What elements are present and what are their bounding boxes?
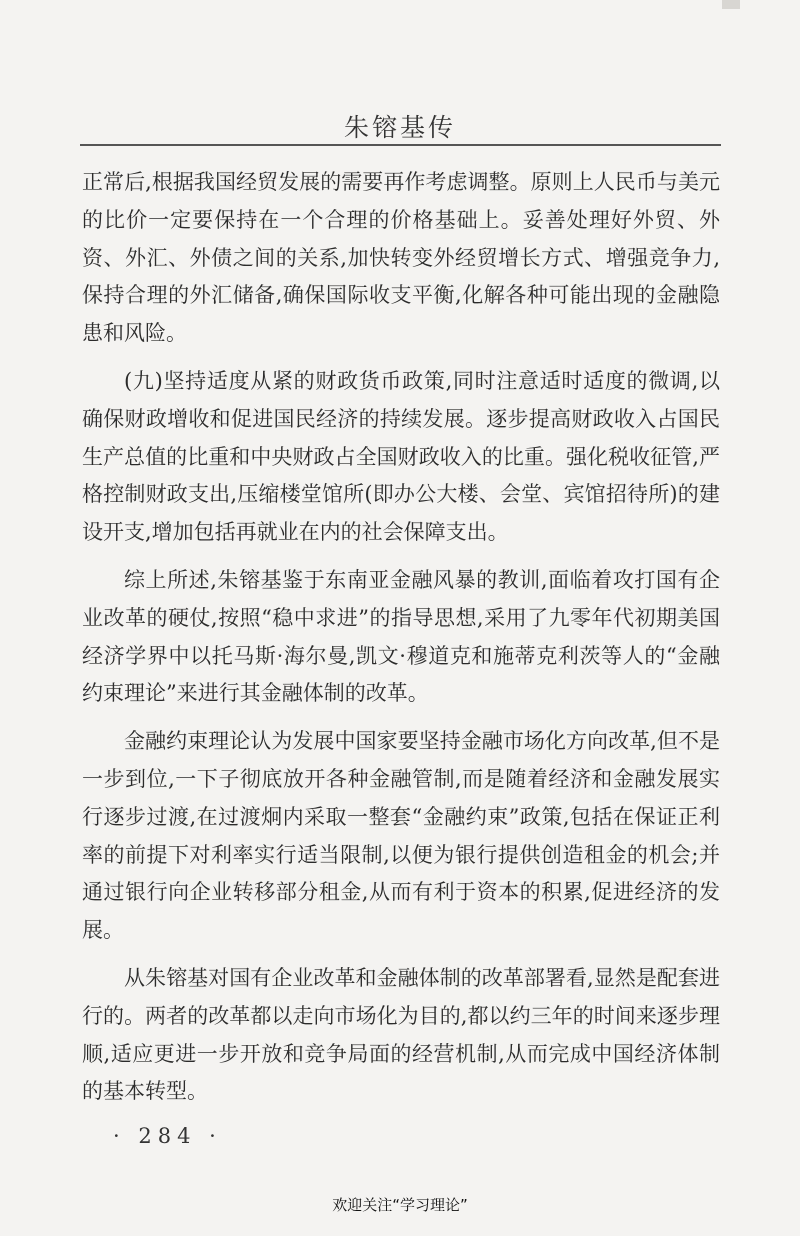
paragraph: 从朱镕基对国有企业改革和金融体制的改革部署看,显然是配套进行的。两者的改革都以走向市场化为目的,都以约三年的时间来逐步理顺,适应更进一步开放和竞争局面的经营机制,从而完成中国经济体制的基本转型。: [82, 965, 720, 1104]
paragraph: 金融约束理论认为发展中国家要坚持金融市场化方向改革,但不是一步到位,一下子彻底放开各种金融管制,而是随着经济和金融发展实行逐步过渡,在过渡炯内采取一整套“金融约束”政策,包括在保证正利率的前提下对利率实行适当限制,以便为银行提供创造租金的机会;并通过银行向企业转移部分租金,从而有利于资本的积累,促进经济的发展。: [82, 729, 720, 943]
paragraph: (九)坚持适度从紧的财政货币政策,同时注意适时适度的微调,以确保财政增收和促进国民经济的持续发展。逐步提高财政收入占国民生产总值的比重和中央财政占全国财政收入的比重。强化税收征管,严格控制财政支出,压缩楼堂馆所(即办公大楼、会堂、宾馆招待所)的建设开支,增加包括再就业在内的社会保障支出。: [82, 368, 720, 545]
page-body: [82, 164, 720, 1121]
header-rule: [80, 144, 721, 146]
running-header-title: 朱镕基传: [343, 113, 456, 142]
scan-corner-mark: [722, 0, 740, 9]
footer-note: 欢迎关注“学习理论”: [332, 1196, 468, 1214]
page-number: · 284 ·: [113, 1124, 222, 1148]
paragraph: 综上所述,朱镕基鉴于东南亚金融风暴的教训,面临着攻打国有企业改革的硬仗,按照“稳中求进”的指导思想,采用了九零年代初期美国经济学界中以托马斯·海尔曼,凯文·穆道克和施蒂克利茨等人的“金融约束理论”来进行其金融体制的改革。: [82, 567, 720, 706]
paragraph-continued: 正常后,根据我国经贸发展的需要再作考虑调整。原则上人民币与美元的比价一定要保持在一个合理的价格基础上。妥善处理好外贸、外资、外汇、外债之间的关系,加快转变外经贸增长方式、增强竞争力,保持合理的外汇储备,确保国际收支平衡,化解各种可能出现的金融隐患和风险。: [82, 170, 720, 346]
